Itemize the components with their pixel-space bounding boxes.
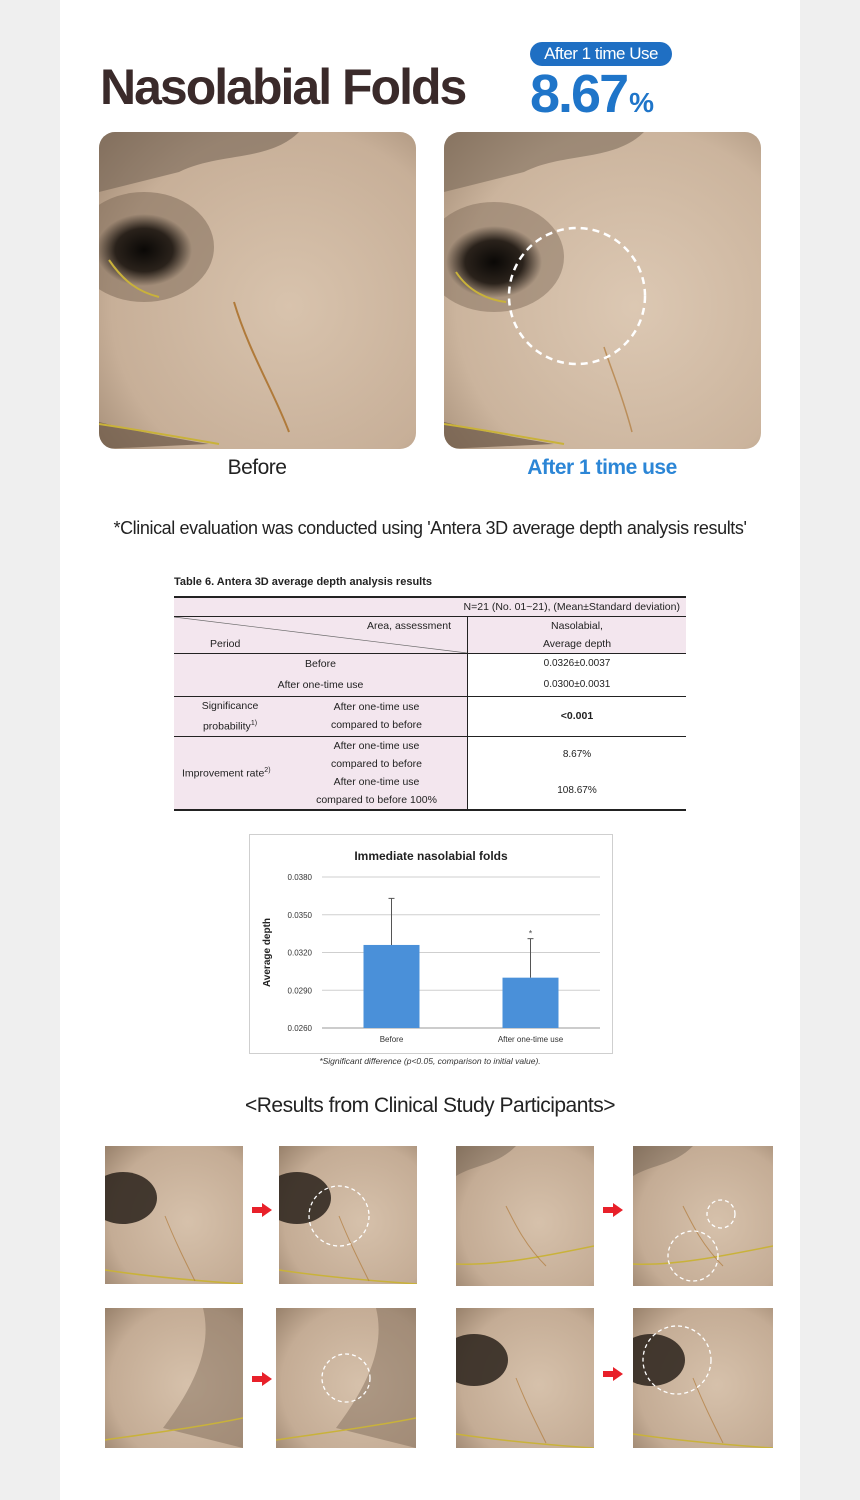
imp-desc1-line2: compared to before (330, 757, 423, 770)
header-nasolabial (468, 617, 687, 654)
chart-bar (364, 945, 420, 1028)
sig-label-line2: probability (202, 720, 251, 733)
participant-skin-image (105, 1146, 243, 1284)
page (60, 0, 800, 1500)
chart-footnote: *Significant difference (p<0.05, comparison to initial value). (319, 1056, 541, 1066)
after-use-badge: After 1 time Use (530, 42, 672, 66)
chart-ytick-label: 0.0260 (287, 1024, 312, 1033)
header-col-line1: Nasolabial, (551, 620, 603, 632)
results-title: <Results from Clinical Study Participants> (245, 1094, 615, 1117)
sig-desc-line1: After one-time use (333, 701, 420, 714)
arrow-right-icon (252, 1203, 272, 1217)
before-caption: Before (227, 456, 287, 479)
header-col-line2: Average depth (542, 638, 612, 650)
imp-desc-1 (286, 736, 468, 773)
chart-ytick-label: 0.0290 (287, 986, 312, 996)
participant-skin-image (456, 1146, 594, 1286)
row-before-label: Before (174, 654, 468, 675)
participant-skin-image (105, 1308, 243, 1448)
imp-value-1: 8.67% (468, 736, 687, 773)
imp-desc1-line1: After one-time use (333, 739, 420, 752)
arrow-right-icon (252, 1372, 272, 1386)
chart-title: Immediate nasolabial folds (354, 849, 508, 863)
improvement-value (530, 64, 652, 133)
depth-analysis-table (174, 596, 686, 811)
arrow-right-icon (603, 1367, 623, 1381)
imp-label-text: Improvement rate (182, 767, 265, 780)
depth-chart-svg (250, 835, 612, 1053)
chart-xtick-label: Before (379, 1035, 404, 1044)
before-skin-image (99, 132, 416, 449)
header-period: Period (210, 638, 241, 650)
row-after-value: 0.0300±0.0031 (468, 674, 687, 697)
sig-desc (286, 697, 468, 737)
chart-xtick-label: After one-time use (497, 1035, 564, 1044)
chart-ytick-label: 0.0380 (287, 873, 312, 882)
after-skin-image (444, 132, 761, 449)
table-header-diagonal (174, 617, 468, 654)
imp-value-2: 108.67% (468, 773, 687, 810)
participant-skin-image (633, 1146, 773, 1286)
participant-skin-image (633, 1308, 773, 1448)
sig-label-line1: Significance (201, 700, 259, 712)
row-before-value: 0.0326±0.0037 (468, 654, 687, 675)
chart-ytick-label: 0.0350 (287, 910, 312, 920)
row-after-label: After one-time use (174, 674, 468, 697)
chart-ylabel: Average depth (262, 917, 273, 988)
chart-ytick-label: 0.0320 (287, 948, 312, 958)
imp-label (174, 736, 286, 810)
clinical-note: *Clinical evaluation was conducted using 'Antera 3D average depth analysis results' (113, 518, 747, 538)
improvement-unit: % (629, 87, 653, 118)
participant-skin-image (456, 1308, 594, 1448)
sig-desc-line2: compared to before (330, 719, 423, 732)
depth-chart (249, 834, 613, 1054)
sig-label (174, 697, 286, 737)
table-title: Table 6. Antera 3D average depth analysis results (174, 576, 432, 588)
after-caption: After 1 time use (527, 456, 677, 479)
imp-desc-2 (286, 773, 468, 810)
sig-value: <0.001 (468, 697, 687, 737)
sig-sup: 1) (250, 720, 258, 727)
improvement-number: 8.67 (530, 64, 628, 124)
imp-sup: 2) (264, 767, 271, 775)
imp-desc2-line2: compared to before 100% (316, 793, 437, 806)
arrow-right-icon (603, 1203, 623, 1217)
imp-desc2-line1: After one-time use (333, 775, 420, 788)
page-title: Nasolabial Folds (100, 59, 466, 115)
participant-skin-image (276, 1308, 416, 1448)
chart-bar (503, 978, 559, 1028)
chart-significance-mark: * (528, 928, 533, 939)
header-area: Area, assessment (366, 620, 451, 632)
participant-skin-image (279, 1146, 417, 1284)
table-n-info: N=21 (No. 01~21), (Mean±Standard deviation) (463, 601, 680, 613)
